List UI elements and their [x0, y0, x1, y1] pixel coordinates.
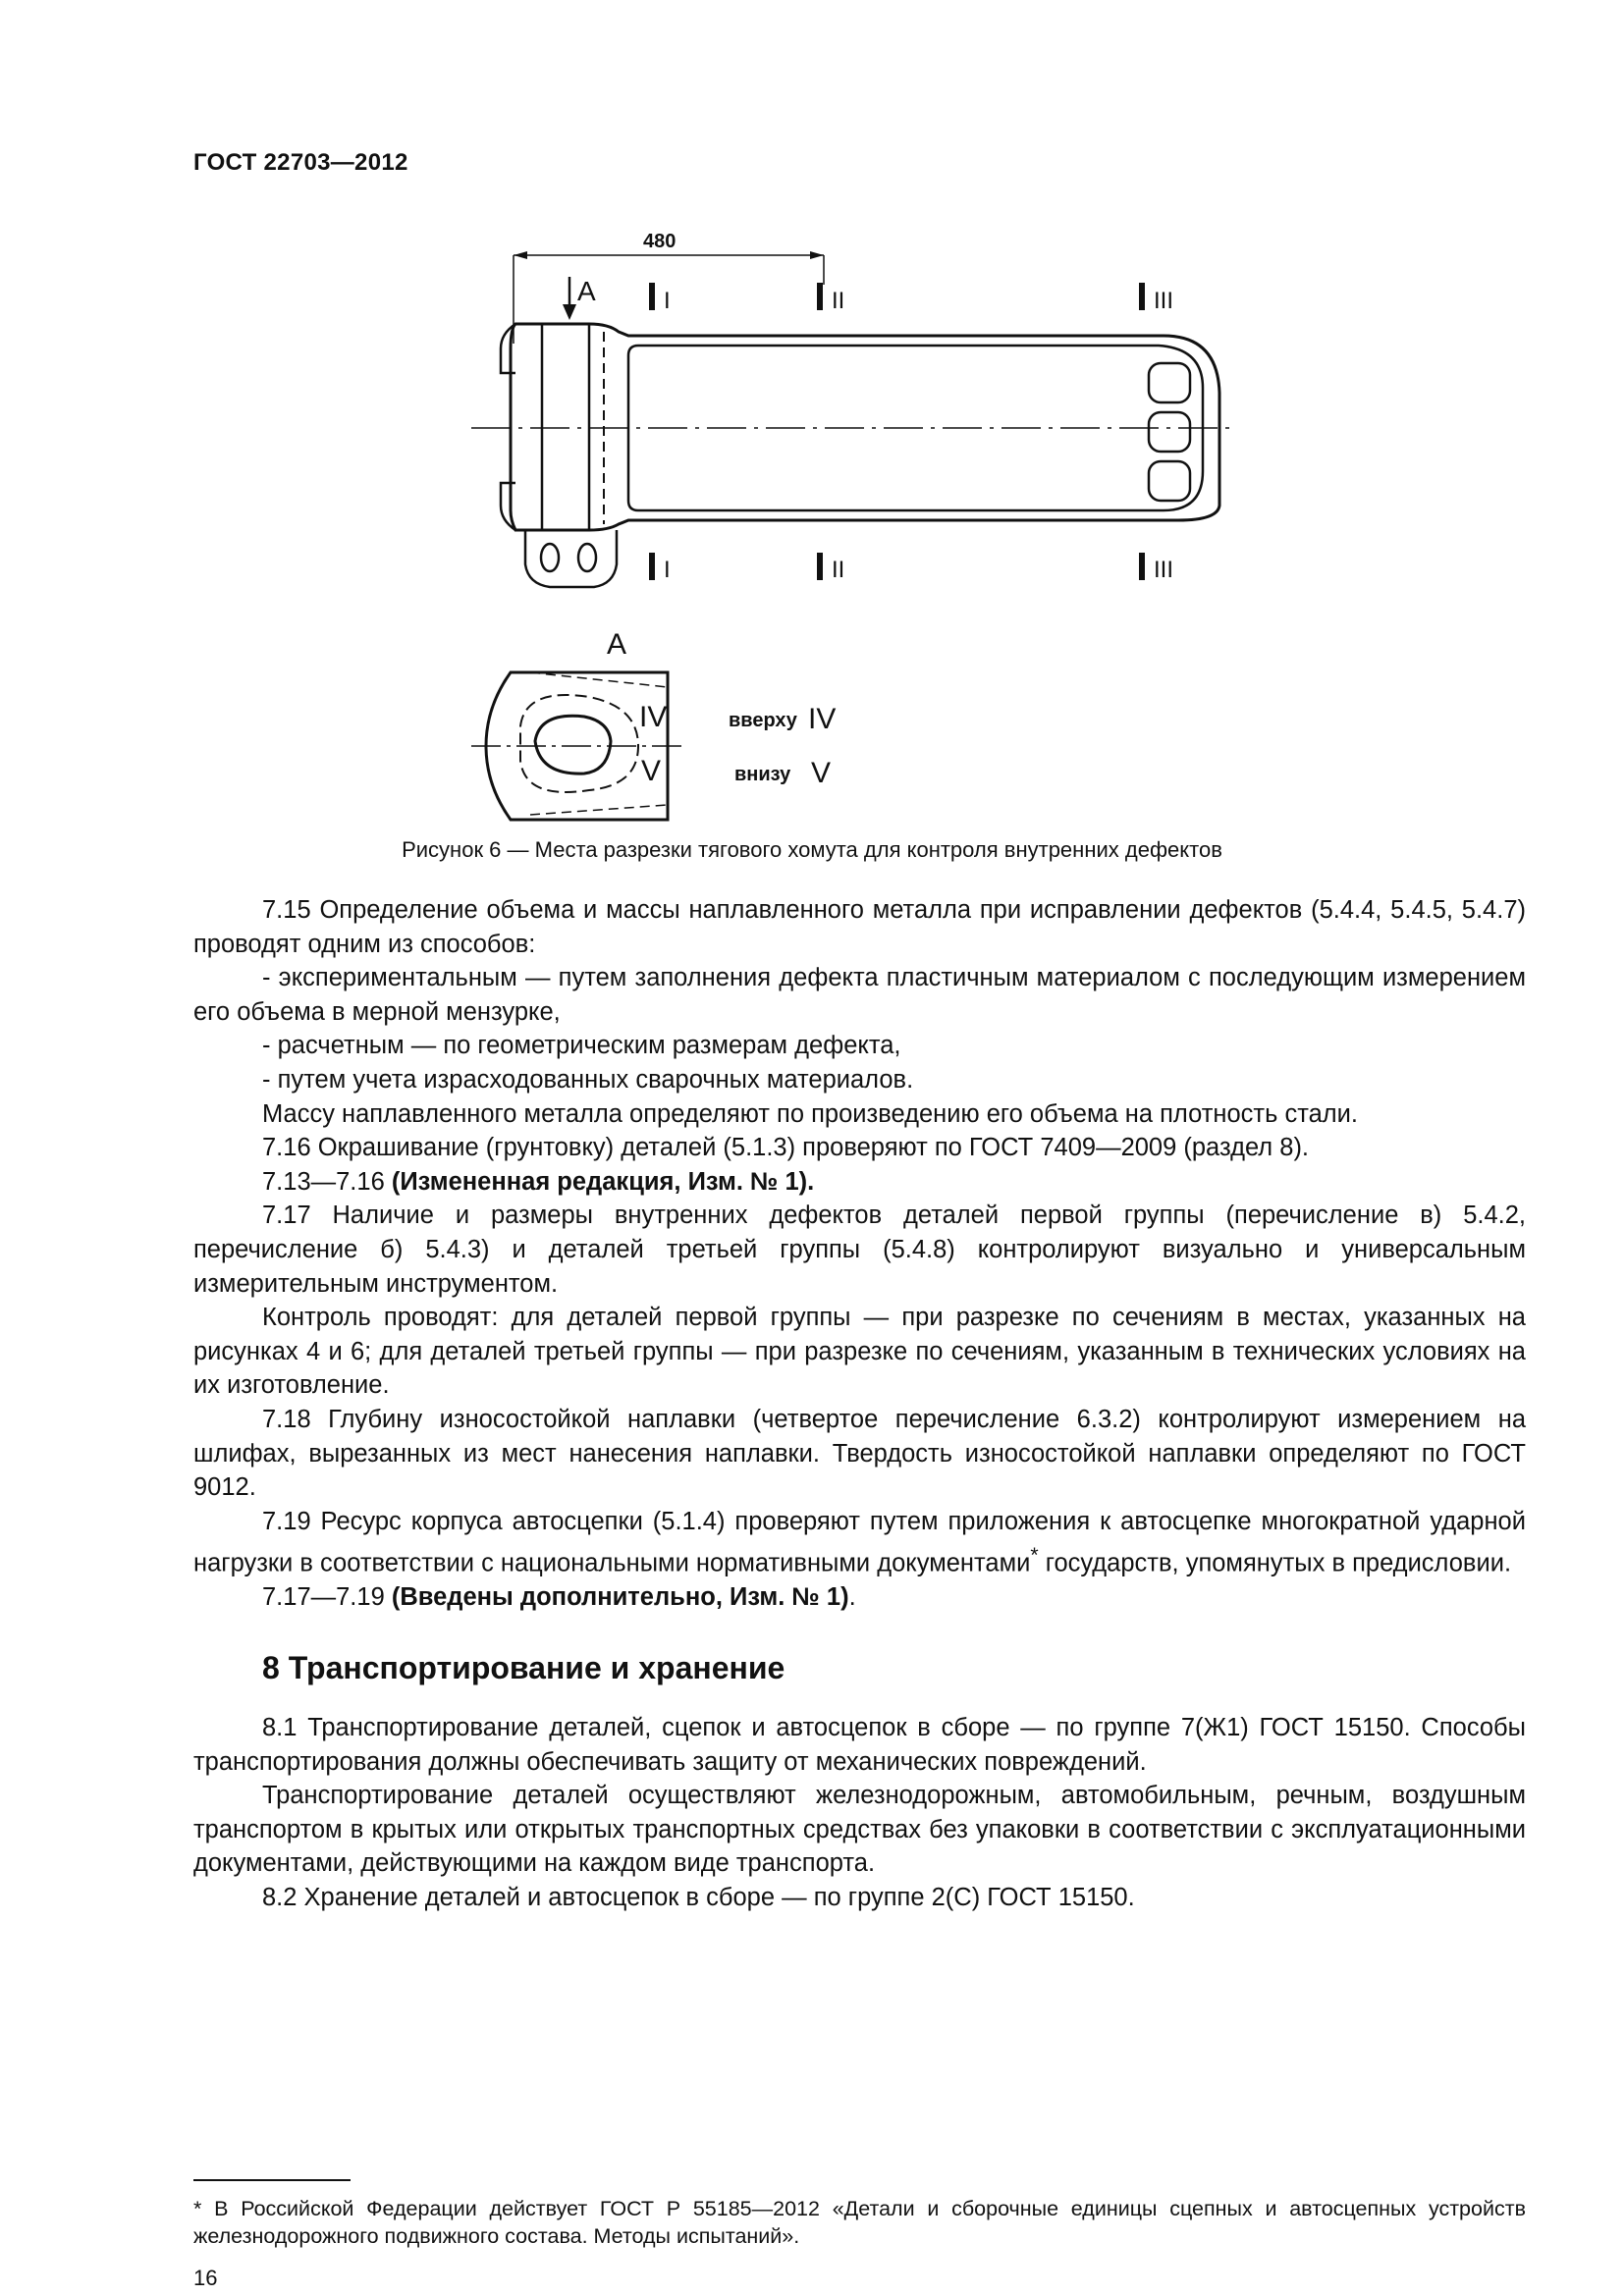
- paragraph-7-16: 7.16 Окрашивание (грунтовку) деталей (5.1.3) проверяют по ГОСТ 7409—2009 (раздел 8).: [262, 1134, 1310, 1162]
- legend-roman-top: IV: [808, 703, 837, 735]
- body-text: [193, 893, 1526, 1915]
- paragraph-7-17: 7.17 Наличие и размеры внутренних дефектов деталей первой группы (перечисление в) 5.4.2, перечисление б) 5.4.3) и деталей третьей группы (5.4.8) контролируют визуально и универсальным измерительным инструментом.: [193, 1201, 1526, 1298]
- section-8-title: 8 Транспортирование и хранение: [262, 1649, 785, 1685]
- paragraph-7-18: 7.18 Глубину износостойкой наплавки (четвертое перечисление 6.3.2) контролируют измерением на шлифах, вырезанных из мест нанесения наплавки. Твердость износостойкой наплавки определяют по ГОСТ 9012.: [193, 1405, 1526, 1502]
- section-label-II-top: II: [832, 288, 845, 314]
- section-mark-I-bottom: [649, 553, 655, 580]
- list-item: - экспериментальным — путем заполнения дефекта пластичным материалом с последующим измерением его объема в мерной мензурке,: [193, 964, 1526, 1026]
- dimension-arrow-right: [810, 251, 824, 259]
- section-mark-III-top: [1139, 283, 1145, 310]
- detail-hidden-bottom: [530, 805, 668, 815]
- section-mark-III-bottom: [1139, 553, 1145, 580]
- paragraph-8-1-transport: Транспортирование деталей осуществляют железнодорожным, автомобильным, речным, воздушным транспортом в крытых или открытых транспортных средствах без упаковки в соответствии с эксплуатационными документами, действующими на каждом виде транспорта.: [193, 1782, 1526, 1878]
- end-cutout-lower: [1149, 461, 1190, 501]
- figure-6: [471, 226, 1237, 844]
- paragraph-mass: Массу наплавленного металла определяют по произведению его объема на плотность стали.: [262, 1099, 1358, 1128]
- detail-hidden-contour: [520, 695, 638, 792]
- legend-word-bottom: внизу: [734, 764, 791, 785]
- draft-collar-drawing: [471, 226, 1237, 844]
- page-number: 16: [193, 2266, 218, 2290]
- section-label-III-top: III: [1154, 288, 1174, 314]
- section-label-I-bottom: I: [664, 557, 671, 583]
- amendment-period: .: [848, 1583, 856, 1612]
- view-arrow-head: [563, 304, 576, 320]
- detail-label-V: V: [641, 755, 662, 787]
- footnote-marker: *: [1030, 1543, 1039, 1568]
- paragraph-7-19-tail: государств, упомянутых в предисловии.: [1038, 1549, 1512, 1577]
- view-label: A: [577, 276, 596, 306]
- legend-word-top: вверху: [729, 710, 797, 731]
- section-mark-I-top: [649, 283, 655, 310]
- paragraph-control: Контроль проводят: для деталей первой группы — при разрезке по сечениям в местах, указанных на рисунках 4 и 6; для деталей третьей группы — при разрезке по сечениям, указанным в технических условиях на их изготовление.: [193, 1304, 1526, 1400]
- section-label-III-bottom: III: [1154, 557, 1174, 583]
- paragraph-8-2: 8.2 Хранение деталей и автосцепок в сборе — по группе 2(С) ГОСТ 15150.: [262, 1883, 1135, 1911]
- figure-caption: Рисунок 6 — Места разрезки тягового хомута для контроля внутренних дефектов: [402, 837, 1222, 862]
- end-cutout-upper: [1149, 363, 1190, 402]
- document-header: ГОСТ 22703—2012: [193, 149, 408, 176]
- dimension-arrow-left: [514, 251, 527, 259]
- amendment-text: (Введены дополнительно, Изм. № 1): [391, 1583, 849, 1612]
- section-label-I-top: I: [664, 288, 671, 314]
- amendment-ref: 7.13—7.16: [262, 1167, 385, 1196]
- detail-hidden-top: [530, 672, 668, 687]
- bottom-slot-outline: [525, 530, 617, 587]
- detail-opening: [535, 716, 611, 774]
- section-mark-II-top: [817, 283, 823, 310]
- paragraph-7-15: 7.15 Определение объема и массы наплавленного металла при исправлении дефектов (5.4.4, 5.4.5, 5.4.7) проводят одним из способов:: [193, 896, 1526, 958]
- legend-roman-bottom: V: [811, 757, 832, 789]
- bottom-hole-1: [541, 544, 559, 571]
- paragraph-7-19: [193, 1505, 1526, 1581]
- dimension-value: 480: [643, 231, 677, 252]
- end-cutout-middle: [1149, 412, 1190, 452]
- section-mark-II-bottom: [817, 553, 823, 580]
- footnote: * В Российской Федерации действует ГОСТ Р 55185—2012 «Детали и сборочные единицы сцепных и автосцепных устройств железнодорожного подвижного состава. Методы испытаний».: [193, 2197, 1526, 2248]
- detail-title: A: [607, 628, 627, 661]
- paragraph-8-1: 8.1 Транспортирование деталей, сцепок и автосцепок в сборе — по группе 7(Ж1) ГОСТ 15150. Способы транспортирования должны обеспечивать защиту от механических повреждений.: [193, 1713, 1526, 1776]
- section-label-II-bottom: II: [832, 557, 845, 583]
- amendment-text: (Измененная редакция, Изм. № 1).: [391, 1167, 815, 1196]
- detail-label-IV: IV: [639, 701, 668, 733]
- collar-outline: [511, 324, 1219, 530]
- paragraph-7-19-text: 7.19 Ресурс корпуса автосцепки (5.1.4) проверяют путем приложения к автосцепке многократной ударной нагрузки в соответствии с национальными нормативными документами: [193, 1507, 1526, 1577]
- amendment-note-7-17: [193, 1580, 1526, 1615]
- list-item: - расчетным — по геометрическим размерам дефекта,: [262, 1032, 901, 1060]
- list-item: - путем учета израсходованных сварочных материалов.: [262, 1065, 914, 1094]
- footnote-divider: [193, 2179, 351, 2181]
- bottom-hole-2: [578, 544, 596, 571]
- amendment-ref: 7.17—7.19: [262, 1583, 385, 1612]
- amendment-note-7-13: [193, 1165, 1526, 1200]
